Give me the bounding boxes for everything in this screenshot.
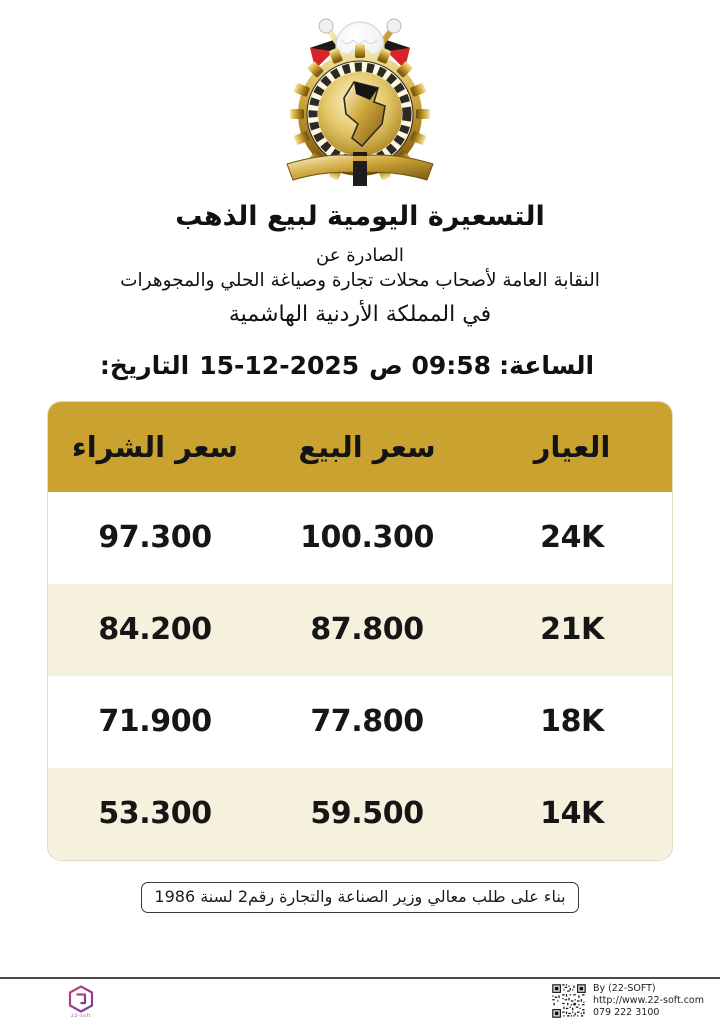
footer bbox=[0, 979, 720, 1020]
cell-karat: 18K bbox=[540, 704, 604, 740]
qr-code bbox=[551, 983, 587, 1019]
credit-text bbox=[593, 983, 704, 1019]
cell-sell-price: 87.800 bbox=[310, 612, 424, 648]
brand-cube-logo bbox=[58, 985, 104, 1025]
emblem-banner bbox=[287, 152, 433, 186]
cell-buy-price: 53.300 bbox=[98, 796, 212, 832]
brand-word: 22-soft bbox=[71, 1014, 91, 1019]
subtitle-block bbox=[120, 244, 600, 329]
time-value: 09:58 ص bbox=[369, 350, 492, 380]
table-header-row bbox=[48, 402, 672, 492]
issued-by-label: الصادرة عن bbox=[316, 244, 404, 266]
table-row bbox=[48, 492, 672, 584]
credit-line-2[interactable]: http://www.22-soft.com bbox=[592, 995, 704, 1007]
column-header-karat: العيار bbox=[533, 429, 611, 464]
date-value: 15-12-2025 bbox=[199, 350, 360, 380]
cell-buy-price: 84.200 bbox=[98, 612, 212, 648]
issuing-authority: النقابة العامة لأصحاب محلات تجارة وصياغة الحلي والمجوهرات bbox=[120, 269, 600, 291]
union-emblem bbox=[265, 6, 455, 194]
country-line: في المملكة الأردنية الهاشمية bbox=[228, 301, 492, 327]
credit-line-3: 079 222 3100 bbox=[592, 1007, 660, 1019]
cell-sell-price: 100.300 bbox=[300, 520, 434, 556]
cell-karat: 14K bbox=[540, 796, 604, 832]
page-title: التسعيرة اليومية لبيع الذهب bbox=[175, 201, 545, 232]
cell-karat: 21K bbox=[540, 612, 604, 648]
credit-block bbox=[551, 983, 704, 1019]
cell-buy-price: 97.300 bbox=[98, 520, 212, 556]
legal-note: بناء على طلب معالي وزير الصناعة والتجارة رقم2 لسنة 1986 bbox=[141, 882, 578, 913]
credit-line-1: By (22-SOFT) bbox=[592, 983, 656, 994]
table-row bbox=[48, 768, 672, 860]
column-header-buy-price: سعر الشراء bbox=[71, 429, 239, 464]
time-label: الساعة: bbox=[499, 350, 595, 380]
datetime-row bbox=[40, 351, 680, 380]
gold-price-table bbox=[48, 402, 672, 860]
table-row bbox=[48, 676, 672, 768]
cell-buy-price: 71.900 bbox=[98, 704, 212, 740]
column-header-sell-price: سعر البيع bbox=[298, 429, 436, 464]
cell-sell-price: 77.800 bbox=[310, 704, 424, 740]
table-row bbox=[48, 584, 672, 676]
date-label: التاريخ: bbox=[99, 350, 190, 380]
cell-sell-price: 59.500 bbox=[310, 796, 424, 832]
cell-karat: 24K bbox=[540, 520, 604, 556]
time-group bbox=[369, 351, 594, 380]
